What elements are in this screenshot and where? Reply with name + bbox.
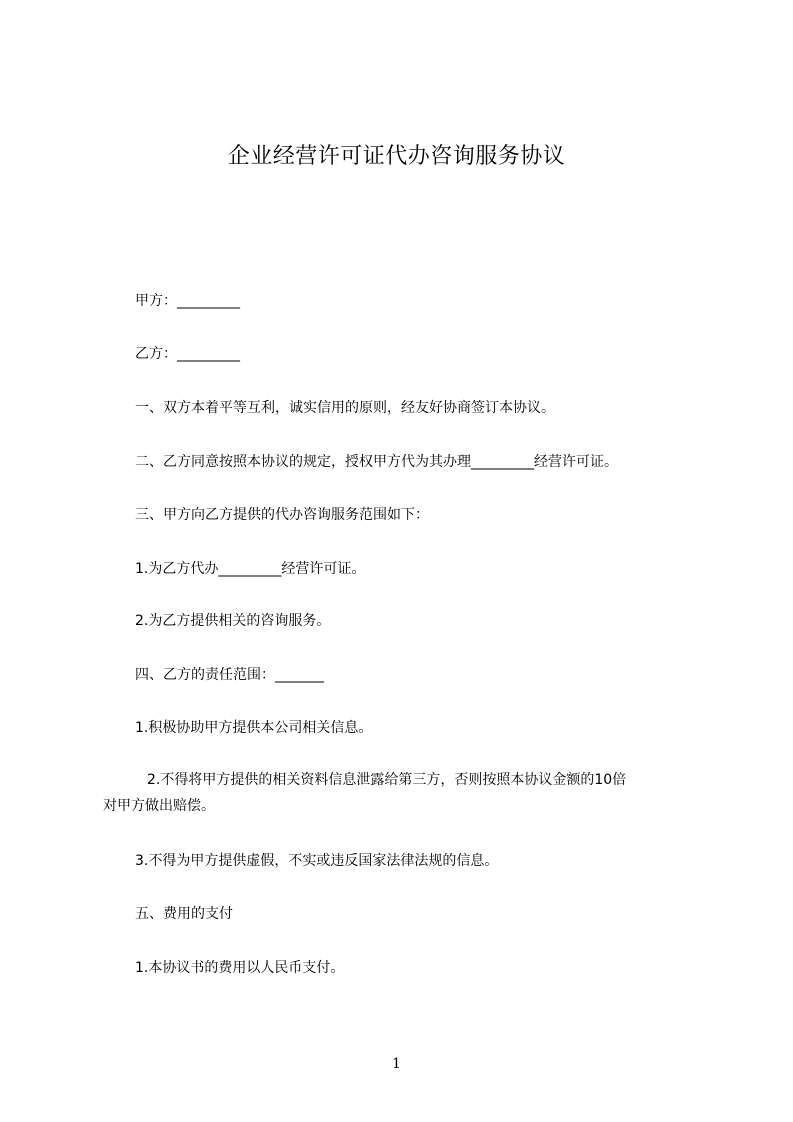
clause-4-item-1: 1.积极协助甲方提供本公司相关信息。: [135, 720, 373, 736]
page-number: 1: [392, 1056, 401, 1072]
clause-2: 二、乙方同意按照本协议的规定，授权甲方代为其办理_________经营许可证。: [135, 454, 618, 470]
clause-4-item-2-line-2: 对甲方做出赔偿。: [103, 798, 215, 814]
clause-5: 五、费用的支付: [135, 906, 233, 922]
clause-5-item-1: 1.本协议书的费用以人民币支付。: [135, 960, 345, 976]
clause-4-item-3: 3.不得为甲方提供虚假，不实或违反国家法律法规的信息。: [135, 853, 499, 869]
party-b-line: 乙方：_________: [135, 346, 240, 362]
clause-1: 一、双方本着平等互利，诚实信用的原则，经友好协商签订本协议。: [135, 400, 555, 416]
document-title: 企业经营许可证代办咨询服务协议: [227, 144, 566, 169]
clause-4: 四、乙方的责任范围：_______: [135, 667, 324, 683]
party-a-line: 甲方：_________: [135, 293, 240, 309]
clause-3-item-2: 2.为乙方提供相关的咨询服务。: [135, 613, 331, 629]
clause-4-item-2: [103, 767, 703, 819]
clause-3: 三、甲方向乙方提供的代办咨询服务范围如下：: [135, 507, 429, 523]
clause-3-item-1: 1.为乙方代办_________经营许可证。: [135, 561, 366, 577]
clause-4-item-2-line-1: 2.不得将甲方提供的相关资料信息泄露给第三方，否则按照本协议金额的10倍: [147, 772, 627, 788]
